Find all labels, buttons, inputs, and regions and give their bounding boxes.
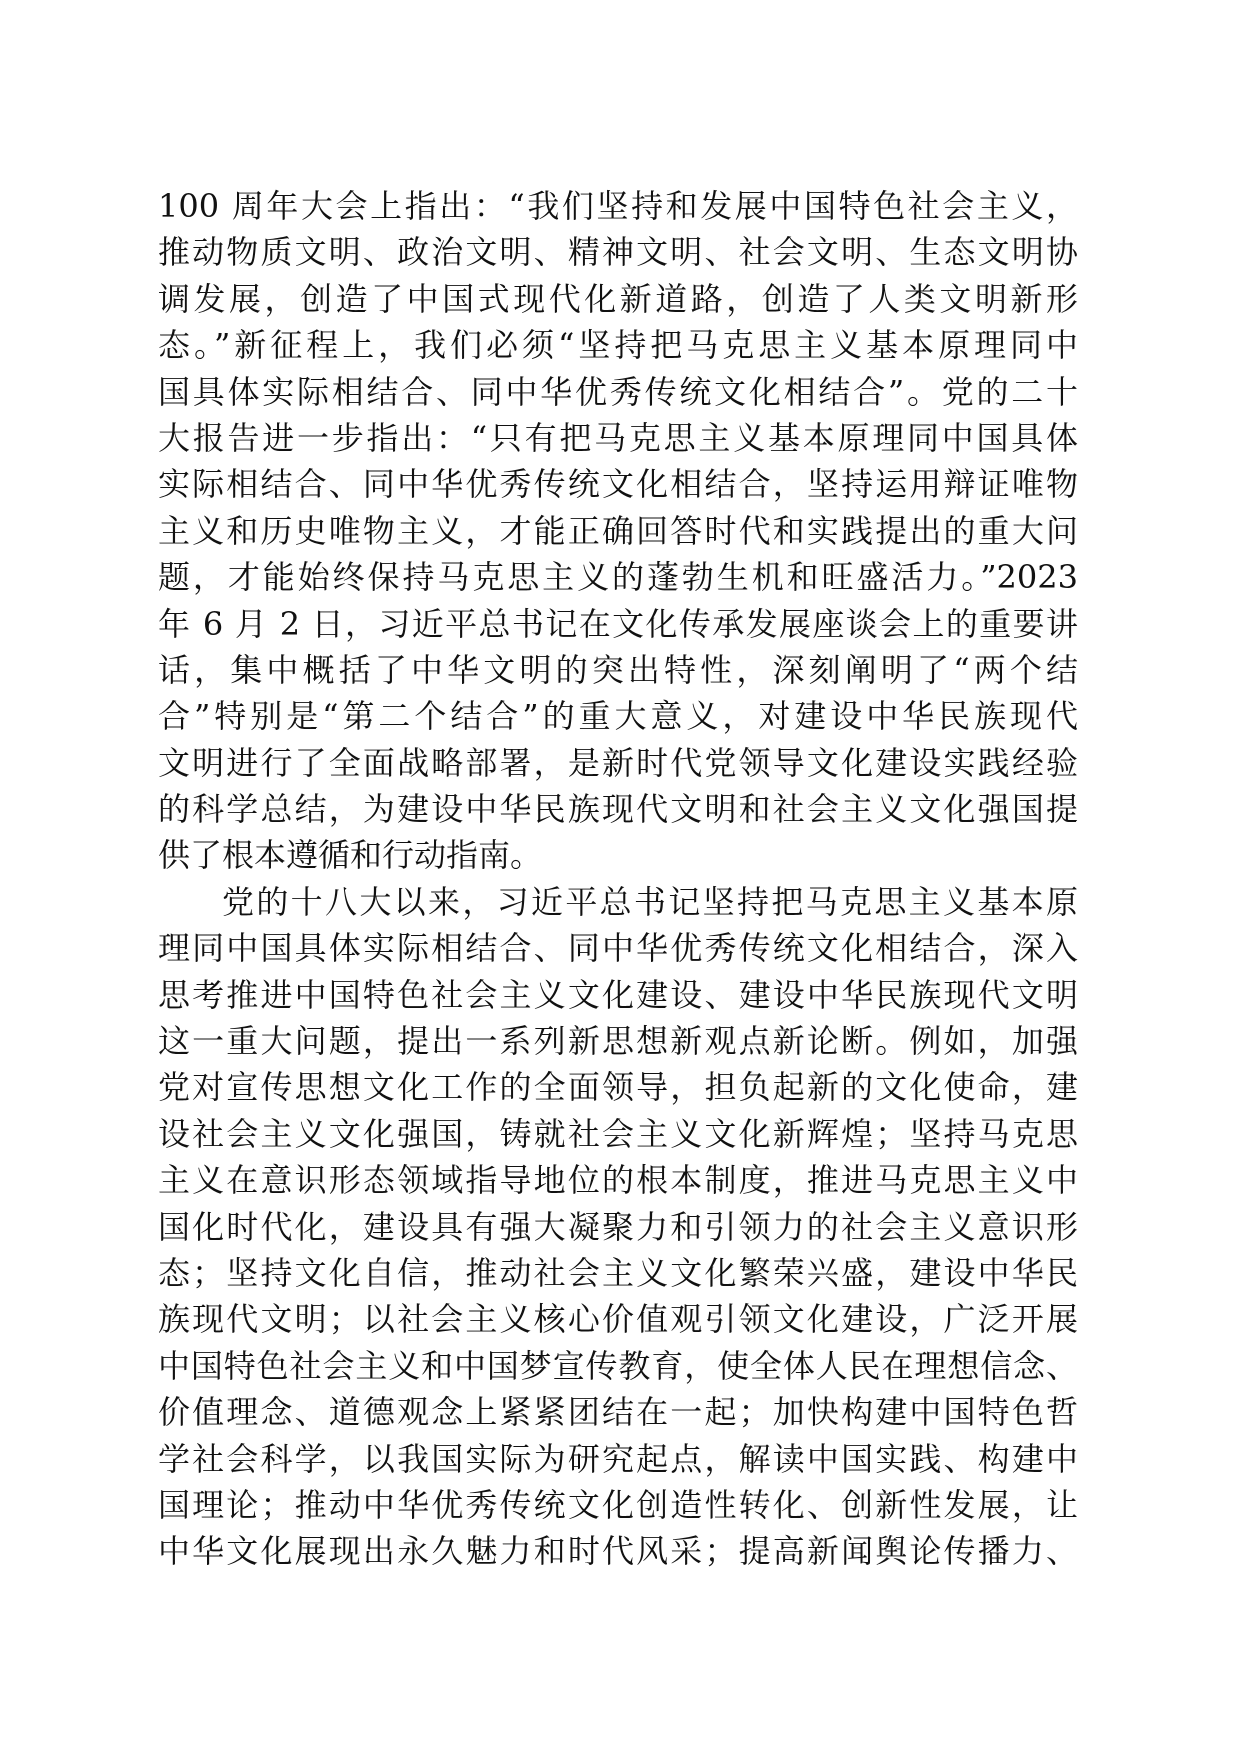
text-line: 合”特别是“第二个结合”的重大意义，对建设中华民族现代 — [158, 697, 1078, 736]
text-line: 理同中国具体实际相结合、同中华优秀传统文化相结合，深入 — [158, 929, 1078, 968]
paragraph-1 — [158, 183, 1078, 879]
text-line: 族现代文明；以社会主义核心价值观引领文化建设，广泛开展 — [158, 1300, 1078, 1339]
text-line: 中华文化展现出永久魅力和时代风采；提高新闻舆论传播力、 — [158, 1532, 1078, 1571]
text-line: 话，集中概括了中华文明的突出特性，深刻阐明了“两个结 — [158, 650, 1078, 689]
text-line: 国化时代化，建设具有强大凝聚力和引领力的社会主义意识形 — [158, 1207, 1078, 1246]
text-line: 党的十八大以来，习近平总书记坚持把马克思主义基本原 — [222, 882, 1078, 921]
text-line: 态；坚持文化自信，推动社会主义文化繁荣兴盛，建设中华民 — [158, 1253, 1078, 1292]
text-line: 思考推进中国特色社会主义文化建设、建设中华民族现代文明 — [158, 975, 1078, 1014]
text-line: 价值理念、道德观念上紧紧团结在一起；加快构建中国特色哲 — [158, 1393, 1078, 1432]
text-line: 这一重大问题，提出一系列新思想新观点新论断。例如，加强 — [158, 1022, 1078, 1061]
text-line: 设社会主义文化强国，铸就社会主义文化新辉煌；坚持马克思 — [158, 1114, 1078, 1153]
text-line: 实际相结合、同中华优秀传统文化相结合，坚持运用辩证唯物 — [158, 465, 1078, 504]
text-line: 主义在意识形态领域指导地位的根本制度，推进马克思主义中 — [158, 1161, 1078, 1200]
text-line: 的科学总结，为建设中华民族现代文明和社会主义文化强国提 — [158, 790, 1078, 829]
text-line: 学社会科学，以我国实际为研究起点，解读中国实践、构建中 — [158, 1439, 1078, 1478]
text-line: 国具体实际相结合、同中华优秀传统文化相结合”。党的二十 — [158, 372, 1078, 411]
text-line: 主义和历史唯物主义，才能正确回答时代和实践提出的重大问 — [158, 511, 1078, 550]
text-line: 大报告进一步指出：“只有把马克思主义基本原理同中国具体 — [158, 418, 1078, 457]
text-line: 年 6 月 2 日，习近平总书记在文化传承发展座谈会上的重要讲 — [158, 604, 1078, 643]
paragraph-2 — [158, 879, 1078, 1575]
text-line: 供了根本遵循和行动指南。 — [158, 836, 543, 875]
text-line: 中国特色社会主义和中国梦宣传教育，使全体人民在理想信念、 — [158, 1346, 1078, 1385]
text-line: 推动物质文明、政治文明、精神文明、社会文明、生态文明协 — [158, 233, 1078, 272]
text-line: 国理论；推动中华优秀传统文化创造性转化、创新性发展，让 — [158, 1485, 1078, 1524]
text-line: 党对宣传思想文化工作的全面领导，担负起新的文化使命，建 — [158, 1068, 1078, 1107]
text-line: 态。”新征程上，我们必须“坚持把马克思主义基本原理同中 — [158, 326, 1078, 365]
text-line: 题，才能始终保持马克思主义的蓬勃生机和旺盛活力。”2023 — [158, 558, 1078, 597]
text-line: 文明进行了全面战略部署，是新时代党领导文化建设实践经验 — [158, 743, 1078, 782]
text-line: 调发展，创造了中国式现代化新道路，创造了人类文明新形 — [158, 279, 1078, 318]
body-text — [158, 183, 1078, 1575]
text-line: 100 周年大会上指出：“我们坚持和发展中国特色社会主义， — [158, 187, 1078, 225]
